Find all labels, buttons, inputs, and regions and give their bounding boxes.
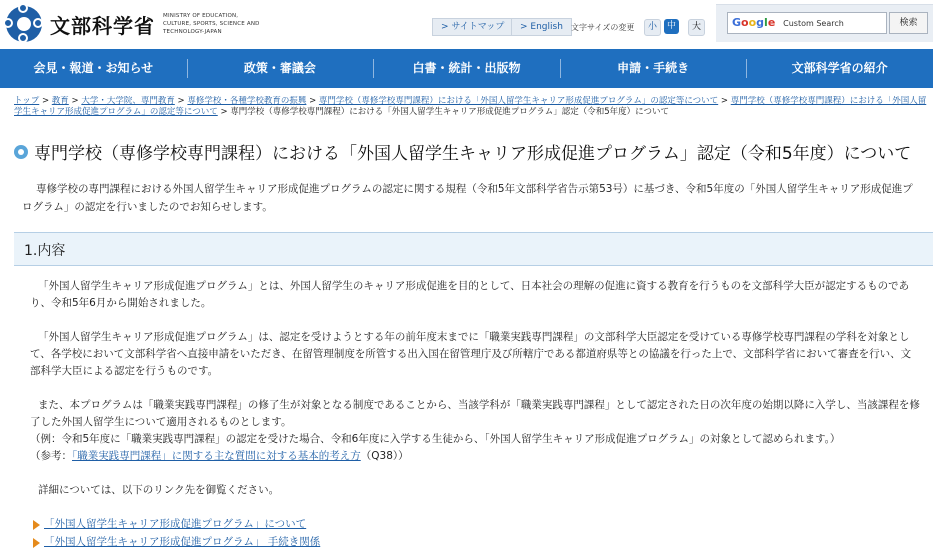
- search-placeholder: Custom Search: [783, 19, 844, 28]
- program-overview-link[interactable]: 「外国人留学生キャリア形成促進プログラム」について: [44, 518, 307, 530]
- ministry-logo[interactable]: [6, 6, 268, 42]
- search-button[interactable]: 検索: [889, 12, 928, 34]
- reference-note: （参考：「職業実践専門課程」に関する主な質問に対する基本的考え方（Q38））: [30, 450, 409, 462]
- nav-item-policy[interactable]: 政策・審議会: [187, 49, 374, 88]
- font-size-small-button[interactable]: 小: [644, 19, 661, 36]
- lead-paragraph: 専修学校の専門課程における外国人留学生キャリア形成促進プログラムの認定に関する規程（令和5年文部科学省告示第53号）に基づき、令和5年度の「外国人留学生キャリア形成促進プログラム」の認定を行いましたのでお知らせします。: [22, 183, 913, 213]
- page-title: 専門学校（専修学校専門課程）における「外国人留学生キャリア形成促進プログラム」認定（令和5年度）について: [34, 144, 912, 164]
- section-heading-text: 1.内容: [24, 243, 66, 259]
- breadcrumb-link-certification-2[interactable]: 専門学校（専修学校専門課程）における「外国人留学生キャリア形成促進プログラム」の認定等について: [14, 96, 927, 117]
- breadcrumb-link-certification[interactable]: 専門学校（専修学校専門課程）における「外国人留学生キャリア形成促進プログラム」の認定等について: [318, 96, 719, 106]
- page-title-row: [14, 139, 933, 164]
- breadcrumb-current: 専門学校（専修学校専門課程）における「外国人留学生キャリア形成促進プログラム」認定（令和5年度）について: [230, 107, 669, 117]
- breadcrumb-link-top[interactable]: トップ: [14, 96, 40, 106]
- nav-item-about[interactable]: 文部科学省の紹介: [746, 49, 933, 88]
- example-note: （例：令和5年度に「職業実践専門課程」の認定を受けた場合、令和6年度に入学する生徒から、「外国人留学生キャリア形成促進プログラム」の対象として認められます。）: [30, 433, 841, 445]
- search-input[interactable]: [727, 12, 887, 34]
- section-heading: [14, 232, 933, 266]
- arrow-right-icon: [33, 520, 40, 530]
- logo-name: 文部科学省: [50, 13, 155, 38]
- logo-english-name: MINISTRY OF EDUCATION, CULTURE, SPORTS, SCIENCE AND TECHNOLOGY-JAPAN: [163, 13, 260, 35]
- nav-item-press[interactable]: 会見・報道・お知らせ: [33, 61, 154, 75]
- font-size-medium-button[interactable]: 中: [664, 19, 679, 34]
- program-procedures-link[interactable]: 「外国人留学生キャリア形成促進プログラム」 手続き関係: [44, 536, 321, 548]
- bullet-circle-icon: [14, 145, 28, 159]
- global-nav: [0, 49, 933, 88]
- paragraph-2: 「外国人留学生キャリア形成促進プログラム」は、認定を受けようとする年の前年度末までに「職業実践専門課程」の文部科学大臣認定を受けている専修学校専門課程の学科を対象として、各学校において文部科学省へ直接申請をいただき、在留管理制度を所管する出入国在留管理庁及び所轄庁である都道府県等との協議を行った上で、文部科学省において審査を行い、文部科学大臣による認定を行うものです。: [30, 331, 912, 377]
- google-logo: Google: [732, 16, 776, 29]
- font-size-label: 文字サイズの変更: [571, 23, 635, 32]
- breadcrumb: トップ > 教育 > 大学・大学院、専門教育 > 専修学校・各種学校教育の振興 > 専門学校（専修学校専門課程）における「外国人留学生キャリア形成促進プログラム」の認定等について > 専門学校（専修学校専門課程）における「外国人留学生キャリア形成促進プログラム」の認定等について > 専門学校（専修学校専門課程）における「外国人留学生キャリア形成促進プログラム」認定（令和5年度）について: [14, 96, 927, 117]
- site-header: [0, 0, 933, 48]
- link-item: [33, 517, 306, 532]
- ministry-emblem-icon: [6, 6, 42, 42]
- english-link[interactable]: > English: [511, 18, 572, 36]
- arrow-right-icon: [33, 538, 40, 548]
- link-item: [33, 535, 320, 550]
- nav-item-procedures[interactable]: 申請・手続き: [560, 49, 747, 88]
- breadcrumb-link-university[interactable]: 大学・大学院、専門教育: [81, 96, 175, 106]
- reference-link[interactable]: 「職業実践専門課程」に関する主な質問に対する基本的考え方: [72, 450, 361, 462]
- details-text: 詳細については、以下のリンク先を御覧ください。: [38, 484, 280, 496]
- breadcrumb-link-vocational[interactable]: 専修学校・各種学校教育の振興: [187, 96, 307, 106]
- search-area: [716, 4, 933, 42]
- nav-item-publications[interactable]: 白書・統計・出版物: [373, 49, 560, 88]
- paragraph-3: また、本プログラムは「職業実践専門課程」の修了生が対象となる制度であることから、当該学科が「職業実践専門課程」として認定された日の次年度の始期以降に入学し、当該課程を修了した外国人留学生について適用されるものとします。: [30, 399, 920, 428]
- breadcrumb-link-education[interactable]: 教育: [51, 96, 69, 106]
- font-size-large-button[interactable]: 大: [688, 19, 705, 36]
- sitemap-link[interactable]: > サイトマップ: [432, 18, 513, 36]
- paragraph-1: 「外国人留学生キャリア形成促進プログラム」とは、外国人留学生のキャリア形成促進を目的として、日本社会の理解の促進に資する教育を行うものを文部科学大臣が認定するものであり、令和5年6月から開始されました。: [30, 280, 910, 309]
